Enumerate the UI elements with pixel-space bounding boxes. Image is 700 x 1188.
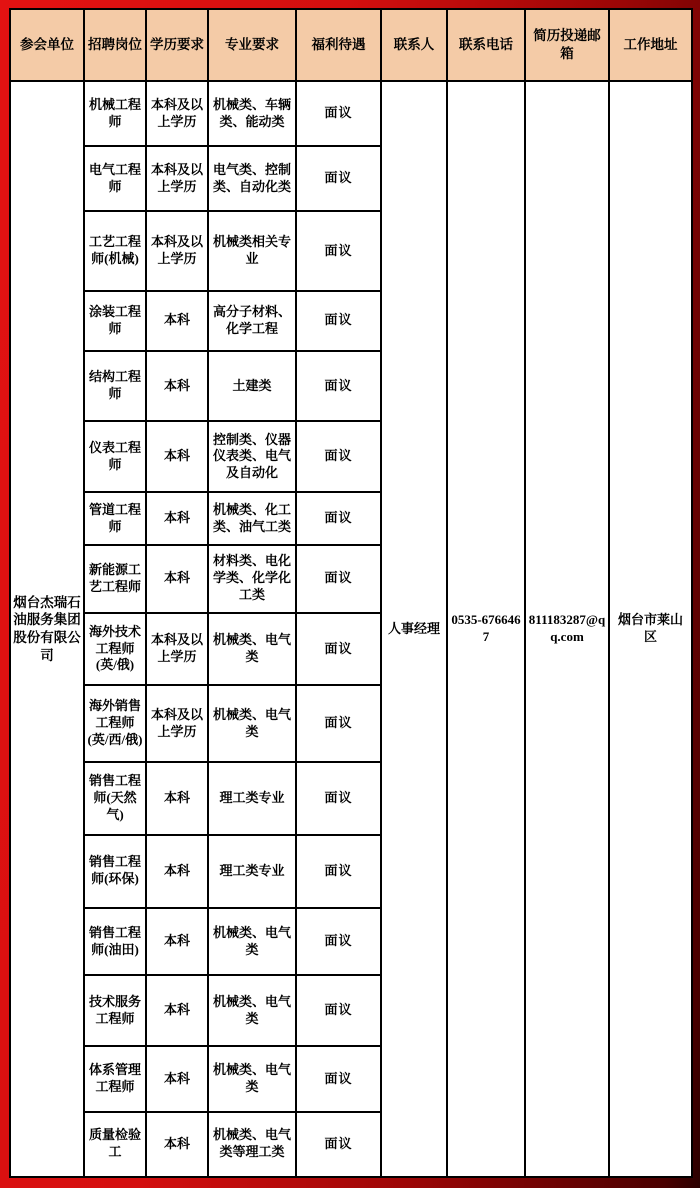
resume-email-cell: 811183287@qq.com (525, 81, 609, 1177)
benefits-cell: 面议 (296, 211, 381, 290)
position-cell: 销售工程师(环保) (84, 835, 146, 908)
benefits-cell: 面议 (296, 685, 381, 762)
header-resume-email: 简历投递邮箱 (525, 9, 609, 81)
education-cell: 本科 (146, 492, 208, 544)
benefits-cell: 面议 (296, 545, 381, 613)
education-cell: 本科及以上学历 (146, 211, 208, 290)
position-cell: 仪表工程师 (84, 421, 146, 492)
position-cell: 涂装工程师 (84, 291, 146, 351)
position-cell: 海外销售工程师(英/西/俄) (84, 685, 146, 762)
header-contact-person: 联系人 (381, 9, 447, 81)
education-cell: 本科 (146, 908, 208, 975)
education-cell: 本科 (146, 291, 208, 351)
major-cell: 机械类相关专业 (208, 211, 296, 290)
position-cell: 质量检验工 (84, 1112, 146, 1177)
benefits-cell: 面议 (296, 1112, 381, 1177)
major-cell: 理工类专业 (208, 835, 296, 908)
company-cell: 烟台杰瑞石油服务集团股份有限公司 (10, 81, 84, 1177)
table-row (10, 81, 692, 146)
major-cell: 高分子材料、化学工程 (208, 291, 296, 351)
education-cell: 本科 (146, 421, 208, 492)
benefits-cell: 面议 (296, 613, 381, 685)
major-cell: 材料类、电化学类、化学化工类 (208, 545, 296, 613)
header-company: 参会单位 (10, 9, 84, 81)
benefits-cell: 面议 (296, 421, 381, 492)
major-cell: 机械类、化工类、油气工类 (208, 492, 296, 544)
education-cell: 本科及以上学历 (146, 685, 208, 762)
major-cell: 理工类专业 (208, 762, 296, 834)
position-cell: 管道工程师 (84, 492, 146, 544)
education-cell: 本科 (146, 545, 208, 613)
benefits-cell: 面议 (296, 975, 381, 1046)
position-cell: 技术服务工程师 (84, 975, 146, 1046)
education-cell: 本科 (146, 835, 208, 908)
benefits-cell: 面议 (296, 351, 381, 421)
education-cell: 本科 (146, 351, 208, 421)
position-cell: 销售工程师(油田) (84, 908, 146, 975)
header-major: 专业要求 (208, 9, 296, 81)
education-cell: 本科 (146, 1112, 208, 1177)
header-education: 学历要求 (146, 9, 208, 81)
benefits-cell: 面议 (296, 146, 381, 211)
position-cell: 结构工程师 (84, 351, 146, 421)
position-cell: 新能源工艺工程师 (84, 545, 146, 613)
benefits-cell: 面议 (296, 291, 381, 351)
benefits-cell: 面议 (296, 492, 381, 544)
benefits-cell: 面议 (296, 1046, 381, 1111)
major-cell: 机械类、车辆类、能动类 (208, 81, 296, 146)
position-cell: 电气工程师 (84, 146, 146, 211)
education-cell: 本科 (146, 1046, 208, 1111)
position-cell: 工艺工程师(机械) (84, 211, 146, 290)
benefits-cell: 面议 (296, 762, 381, 834)
position-cell: 海外技术工程师(英/俄) (84, 613, 146, 685)
header-row (10, 9, 692, 81)
contact-person-cell: 人事经理 (381, 81, 447, 1177)
position-cell: 销售工程师(天然气) (84, 762, 146, 834)
major-cell: 控制类、仪器仪表类、电气及自动化 (208, 421, 296, 492)
education-cell: 本科 (146, 762, 208, 834)
header-benefits: 福利待遇 (296, 9, 381, 81)
major-cell: 机械类、电气类 (208, 975, 296, 1046)
header-contact-phone: 联系电话 (447, 9, 525, 81)
education-cell: 本科 (146, 975, 208, 1046)
major-cell: 土建类 (208, 351, 296, 421)
recruitment-table (9, 8, 693, 1178)
benefits-cell: 面议 (296, 835, 381, 908)
education-cell: 本科及以上学历 (146, 613, 208, 685)
position-cell: 体系管理工程师 (84, 1046, 146, 1111)
work-address-cell: 烟台市莱山区 (609, 81, 692, 1177)
header-work-address: 工作地址 (609, 9, 692, 81)
major-cell: 机械类、电气类 (208, 685, 296, 762)
major-cell: 机械类、电气类 (208, 908, 296, 975)
benefits-cell: 面议 (296, 81, 381, 146)
education-cell: 本科及以上学历 (146, 146, 208, 211)
benefits-cell: 面议 (296, 908, 381, 975)
contact-phone-cell: 0535-6766467 (447, 81, 525, 1177)
major-cell: 机械类、电气类 (208, 613, 296, 685)
major-cell: 机械类、电气类等理工类 (208, 1112, 296, 1177)
position-cell: 机械工程师 (84, 81, 146, 146)
major-cell: 机械类、电气类 (208, 1046, 296, 1111)
header-position: 招聘岗位 (84, 9, 146, 81)
education-cell: 本科及以上学历 (146, 81, 208, 146)
major-cell: 电气类、控制类、自动化类 (208, 146, 296, 211)
